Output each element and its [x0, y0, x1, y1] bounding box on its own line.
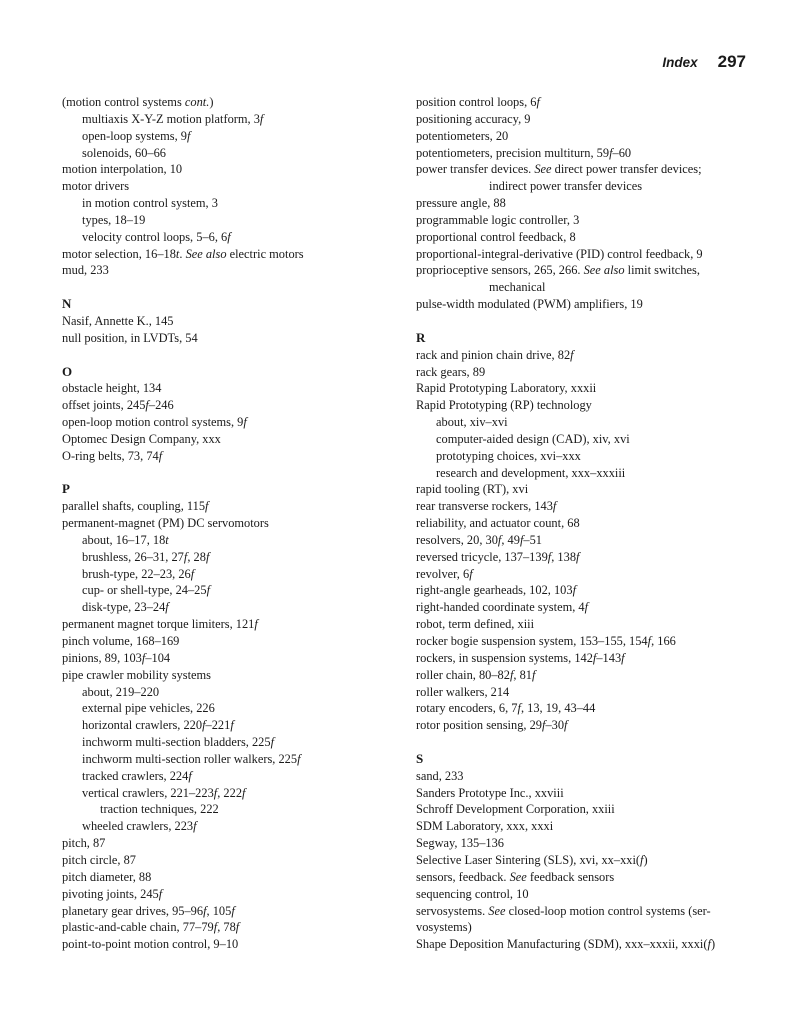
index-entry: SDM Laboratory, xxx, xxxi [416, 819, 554, 834]
index-entry: Schroff Development Corporation, xxiii [416, 802, 615, 817]
index-subentry: prototyping choices, xvi–xxx [436, 448, 581, 463]
index-entry: vosystems) [416, 920, 472, 935]
index-entry: rack gears, 89 [416, 364, 486, 379]
index-entry: null position, in LVDTs, 54 [62, 330, 198, 345]
index-entry: rotor position sensing, 29f–30f [416, 718, 568, 733]
index-subentry: research and development, xxx–xxxiii [436, 465, 626, 480]
running-head [662, 52, 746, 72]
index-entry: right-handed coordinate system, 4f [416, 600, 589, 615]
index-entry: roller walkers, 214 [416, 684, 510, 699]
section-letter-o: O [62, 363, 73, 379]
index-subentry: vertical crawlers, 221–223f, 222f [82, 785, 246, 800]
index-entry: motion interpolation, 10 [62, 162, 183, 177]
index-entry: power transfer devices. See direct power transfer devices; [416, 162, 702, 177]
section-letter-r: R [416, 329, 426, 345]
index-entry: sand, 233 [416, 768, 464, 783]
index-entry: pipe crawler mobility systems [62, 667, 212, 682]
index-entry: motor selection, 16–18t. See also electric motors [62, 246, 304, 261]
index-subentry: cup- or shell-type, 24–25f [82, 583, 211, 598]
index-entry: pitch diameter, 88 [62, 869, 152, 884]
index-entry: Selective Laser Sintering (SLS), xvi, xx–xxi(f) [416, 852, 648, 867]
index-entry: rotary encoders, 6, 7f, 13, 19, 43–44 [416, 701, 596, 716]
index-entry: pinch volume, 168–169 [62, 634, 180, 648]
section-letter-n: N [62, 296, 72, 312]
index-entry: offset joints, 245f–246 [62, 398, 174, 413]
index-entry: rockers, in suspension systems, 142f–143f [416, 650, 625, 665]
index-entry: sensors, feedback. See feedback sensors [416, 869, 615, 884]
index-subentry: disk-type, 23–24f [82, 600, 169, 615]
index-subentry: tracked crawlers, 224f [82, 768, 192, 783]
index-entry: Segway, 135–136 [416, 836, 504, 851]
index-entry: potentiometers, 20 [416, 128, 509, 143]
index-entry: Rapid Prototyping (RP) technology [416, 398, 592, 413]
section-spacer [62, 465, 382, 482]
index-subentry: about, 219–220 [82, 684, 160, 699]
index-subentry: brush-type, 22–23, 26f [82, 566, 195, 581]
index-entry: programmable logic controller, 3 [416, 212, 580, 227]
index-entry: rapid tooling (RT), xvi [416, 482, 529, 497]
index-entry: pitch circle, 87 [62, 852, 136, 867]
index-entry-continuation: mechanical [489, 280, 546, 295]
index-entry: obstacle height, 134 [62, 381, 162, 396]
section-spacer [416, 734, 756, 751]
index-subentry: types, 18–19 [82, 212, 146, 227]
index-entry-continuation: indirect power transfer devices [489, 179, 643, 194]
index-subentry: inchworm multi-section bladders, 225f [82, 735, 275, 750]
index-entry: resolvers, 20, 30f, 49f–51 [416, 532, 542, 547]
index-entry: permanent magnet torque limiters, 121f [62, 617, 258, 632]
index-entry: reversed tricycle, 137–139f, 138f [416, 549, 580, 564]
index-subentry: wheeled crawlers, 223f [82, 819, 197, 834]
index-entry: Shape Deposition Manufacturing (SDM), xxx–xxxii, xxxi(f) [416, 937, 716, 952]
index-entry: robot, term defined, xiii [416, 617, 535, 632]
index-entry: parallel shafts, coupling, 115f [62, 499, 209, 514]
index-entry: (motion control systems cont.) [62, 95, 214, 109]
index-entry: motor drivers [62, 179, 130, 194]
index-entry: mud, 233 [62, 263, 109, 278]
index-entry: revolver, 6f [416, 566, 473, 581]
index-entry: servosystems. See closed-loop motion control systems (ser- [416, 903, 711, 918]
index-entry: pinions, 89, 103f–104 [62, 650, 171, 665]
index-entry: sequencing control, 10 [416, 886, 529, 901]
index-entry: rack and pinion chain drive, 82f [416, 347, 574, 362]
index-entry: roller chain, 80–82f, 81f [416, 667, 536, 682]
running-head-title: Index [662, 55, 698, 70]
index-entry: rear transverse rockers, 143f [416, 499, 557, 514]
index-entry: position control loops, 6f [416, 95, 540, 109]
index-subentry: external pipe vehicles, 226 [82, 701, 215, 716]
section-spacer [416, 313, 756, 330]
index-entry: rocker bogie suspension system, 153–155, 154f, 166 [416, 634, 676, 648]
index-entry: pitch, 87 [62, 836, 106, 851]
index-subentry: computer-aided design (CAD), xiv, xvi [436, 431, 630, 446]
index-subentry: brushless, 26–31, 27f, 28f [82, 549, 210, 564]
index-entry: pulse-width modulated (PWM) amplifiers, 19 [416, 297, 643, 312]
index-entry: proportional-integral-derivative (PID) control feedback, 9 [416, 246, 703, 261]
index-entry: positioning accuracy, 9 [416, 111, 531, 126]
index-entry: right-angle gearheads, 102, 103f [416, 583, 577, 598]
section-letter-p: P [62, 481, 70, 497]
index-column-right [416, 94, 756, 953]
index-entry: permanent-magnet (PM) DC servomotors [62, 516, 269, 531]
index-entry: Nasif, Annette K., 145 [62, 313, 174, 328]
index-entry: Rapid Prototyping Laboratory, xxxii [416, 381, 597, 396]
index-subentry: open-loop systems, 9f [82, 128, 191, 143]
index-subentry: velocity control loops, 5–6, 6f [82, 229, 231, 244]
index-entry: reliability, and actuator count, 68 [416, 516, 580, 531]
index-subentry: about, xiv–xvi [436, 415, 508, 430]
index-entry: pivoting joints, 245f [62, 886, 163, 901]
index-entry: Optomec Design Company, xxx [62, 431, 221, 446]
index-entry: O-ring belts, 73, 74f [62, 448, 163, 463]
page-number: 297 [717, 52, 746, 71]
index-subentry: horizontal crawlers, 220f–221f [82, 718, 234, 733]
index-subentry: about, 16–17, 18t [82, 532, 169, 547]
index-entry: plastic-and-cable chain, 77–79f, 78f [62, 920, 240, 935]
index-subentry: in motion control system, 3 [82, 196, 218, 211]
index-entry: planetary gear drives, 95–96f, 105f [62, 903, 235, 918]
index-entry: proprioceptive sensors, 265, 266. See also limit switches, [416, 263, 700, 278]
index-entry: pressure angle, 88 [416, 196, 506, 211]
section-letter-s: S [416, 750, 424, 766]
index-subentry: inchworm multi-section roller walkers, 225f [82, 751, 301, 766]
index-subentry: traction techniques, 222 [100, 802, 219, 817]
index-entry: open-loop motion control systems, 9f [62, 415, 247, 430]
section-spacer [62, 279, 382, 296]
index-entry: Sanders Prototype Inc., xxviii [416, 785, 564, 800]
index-entry: point-to-point motion control, 9–10 [62, 937, 239, 952]
index-column-left [62, 94, 382, 953]
index-entry: potentiometers, precision multiturn, 59f–60 [416, 145, 632, 160]
index-subentry: multiaxis X-Y-Z motion platform, 3f [82, 111, 264, 126]
section-spacer [62, 347, 382, 364]
index-subentry: solenoids, 60–66 [82, 145, 166, 160]
index-entry: proportional control feedback, 8 [416, 229, 576, 244]
